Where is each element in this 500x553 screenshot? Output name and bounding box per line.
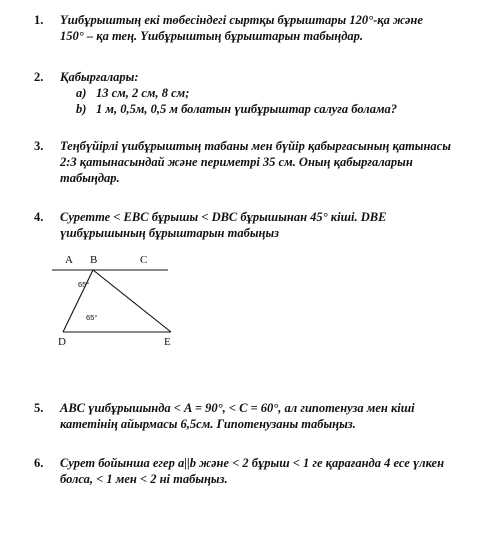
point-label-c: C (140, 254, 148, 266)
task-line: ABC үшбұрышында < A = 90°, < C = 60°, ал гипотенуза мен кіші (60, 401, 415, 415)
subitem-label: b) (76, 102, 87, 116)
task-line: табыңдар. (60, 171, 120, 185)
task-line: үшбұрышының бұрыштарын табыңыз (60, 226, 279, 240)
task-line: Қабырғалары: (60, 70, 139, 84)
task-text (60, 455, 480, 487)
task-text (60, 12, 480, 44)
angle-label-top: 65° (78, 280, 90, 289)
task-number: 3. (34, 139, 44, 153)
angle-label-bottom: 65° (86, 313, 98, 322)
point-label-b: B (90, 254, 98, 266)
task-number: 4. (34, 210, 44, 224)
point-label-a: A (65, 254, 73, 266)
triangle-diagram (50, 250, 190, 350)
task-line: Теңбүйірлі үшбұрыштың табаны мен бүйір қабырғасының қатынасы (60, 139, 451, 153)
task-line: болса, < 1 мен < 2 ні табыңыз. (60, 472, 228, 486)
task-subitem-b (60, 101, 480, 117)
task-line: 2:3 қатынасындай және периметрі 35 см. Оның қабырғаларын (60, 155, 413, 169)
task-line: Суретте < EBC бұрышы < DBC бұрышынан 45° кіші. DBE (60, 210, 387, 224)
point-label-d: D (58, 336, 66, 348)
subitem-label: a) (76, 86, 87, 100)
point-label-e: E (164, 336, 171, 348)
task-line: Үшбұрыштың екі төбесіндегі сыртқы бұрыштары 120°-қа және (60, 13, 423, 27)
segment-be (93, 270, 171, 332)
triangle-figure (50, 250, 190, 350)
task-text (60, 138, 480, 186)
subitem-text: 13 см, 2 см, 8 см; (96, 86, 190, 100)
task-text (60, 69, 480, 117)
task-number: 1. (34, 13, 44, 27)
task-text (60, 209, 480, 241)
task-number: 2. (34, 70, 44, 84)
subitem-text: 1 м, 0,5м, 0,5 м болатын үшбұрыштар салуға болама? (96, 102, 398, 116)
task-subitem-a (60, 85, 480, 101)
task-line: Сурет бойынша егер a||b және < 2 бұрыш < 1 ге қарағанда 4 есе үлкен (60, 456, 445, 470)
task-number: 6. (34, 456, 44, 470)
task-number: 5. (34, 401, 44, 415)
task-text (60, 400, 480, 432)
task-line: катетінің айырмасы 6,5см. Гипотенузаны табыңыз. (60, 417, 356, 431)
task-line: 150° – қа тең. Үшбұрыштың бұрыштарын табыңдар. (60, 29, 364, 43)
